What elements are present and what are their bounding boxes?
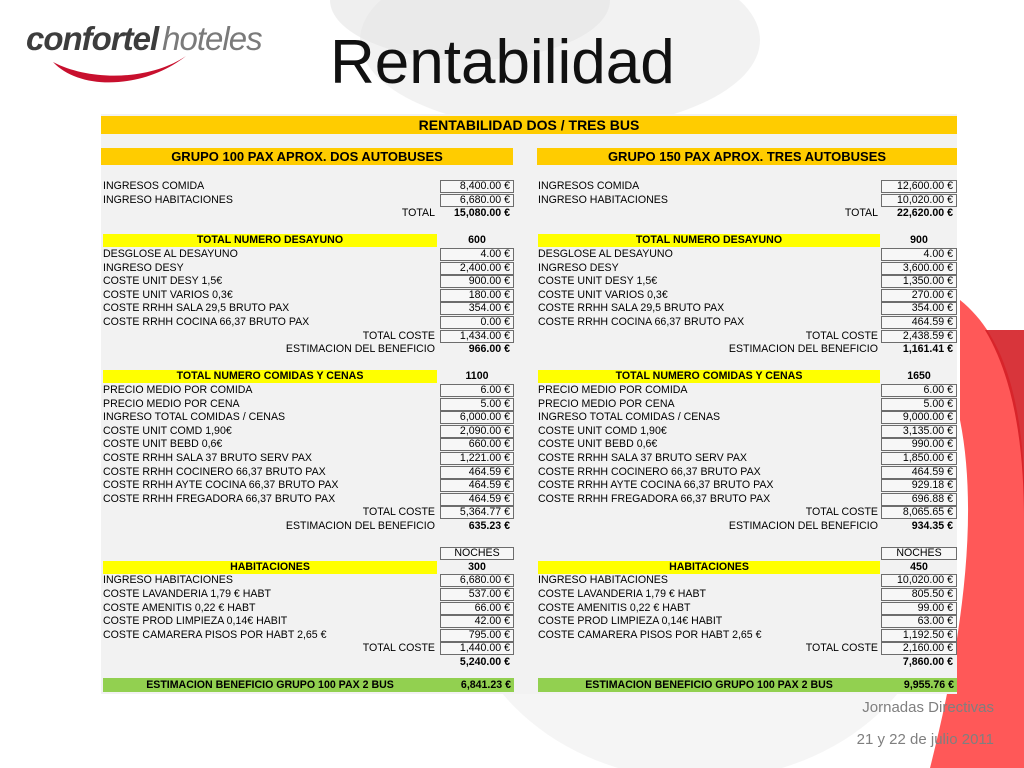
habitaciones-row-value: 66.00 € [440, 602, 514, 615]
comidas-row [538, 411, 957, 424]
comidas-beneficio-value: 934.35 € [911, 520, 953, 532]
ingresos-row-value: 12,600.00 € [881, 180, 957, 193]
total-row-label: TOTAL [401, 207, 435, 220]
habitaciones-row-value: 805.50 € [881, 588, 957, 601]
comidas-row [103, 452, 514, 465]
logo-swoosh-icon [51, 52, 191, 88]
desayuno-row-label: INGRESO DESY [538, 261, 619, 274]
comidas-row-label: PRECIO MEDIO POR COMIDA [538, 384, 688, 396]
ingresos-row-label: INGRESO HABITACIONES [538, 193, 668, 206]
desayuno-row-label: DESGLOSE AL DESAYUNO [103, 248, 238, 260]
right-final-label: ESTIMACION BENEFICIO GRUPO 100 PAX 2 BUS [585, 679, 833, 691]
ingresos-row-value: 10,020.00 € [881, 194, 957, 207]
comidas-row-label: COSTE RRHH COCINERO 66,37 BRUTO PAX [538, 465, 761, 478]
comidas-row-label: COSTE RRHH COCINERO 66,37 BRUTO PAX [103, 465, 326, 478]
comidas-row [538, 438, 957, 451]
desayuno-beneficio-value: 1,161.41 € [902, 343, 953, 356]
desayuno-total-coste-label: TOTAL COSTE [805, 329, 878, 342]
ingresos-row-value: 6,680.00 € [440, 194, 514, 207]
comidas-row [538, 452, 957, 465]
desayuno-row-label: COSTE RRHH SALA 29,5 BRUTO PAX [103, 302, 290, 315]
desayuno-row [538, 275, 957, 288]
habitaciones-row [103, 602, 514, 615]
comidas-row-value: 6.00 € [440, 384, 514, 397]
comidas-row-label: PRECIO MEDIO POR CENA [103, 397, 240, 410]
desayuno-row-label: COSTE UNIT VARIOS 0,3€ [538, 288, 668, 301]
habitaciones-row-label: COSTE AMENITIS 0,22 € HABT [103, 601, 256, 614]
habitaciones-row [103, 588, 514, 601]
noches-row-value: NOCHES [440, 547, 514, 560]
left-final-label: ESTIMACION BENEFICIO GRUPO 100 PAX 2 BUS [146, 679, 394, 691]
habitaciones-row [103, 629, 514, 642]
comidas-row [103, 438, 514, 451]
desayuno-row-value: 464.59 € [881, 316, 957, 329]
habitaciones-row-label: COSTE PROD LIMPIEZA 0,14€ HABIT [538, 615, 723, 628]
comidas-row [103, 425, 514, 438]
desayuno-header-label: TOTAL NUMERO DESAYUNO [103, 234, 437, 247]
habitaciones-row [538, 574, 957, 587]
habitaciones-header-label: HABITACIONES [103, 561, 437, 574]
comidas-row-label: INGRESO TOTAL COMIDAS / CENAS [538, 411, 721, 424]
comidas-total-coste-label: TOTAL COSTE [362, 506, 435, 519]
desayuno-row-label: COSTE RRHH COCINA 66,37 BRUTO PAX [538, 316, 745, 328]
comidas-row-label: PRECIO MEDIO POR COMIDA [103, 384, 253, 396]
habitaciones-row-label: COSTE PROD LIMPIEZA 0,14€ HABIT [103, 615, 288, 628]
habitaciones-header-value: 300 [468, 560, 486, 573]
habitaciones-header [103, 561, 514, 574]
ingresos-row-value: 8,400.00 € [440, 180, 514, 193]
desayuno-header-value: 900 [910, 234, 928, 247]
comidas-row-value: 464.59 € [440, 479, 514, 492]
comidas-total-coste [538, 506, 957, 519]
comidas-row [538, 384, 957, 397]
total-row-value: 15,080.00 € [454, 207, 510, 220]
right-final-value: 9,955.76 € [903, 679, 954, 691]
habitaciones-total-coste-value: 1,440.00 € [440, 642, 514, 655]
brand-logo [26, 22, 276, 92]
comidas-row-value: 6,000.00 € [440, 411, 514, 424]
comidas-row-value: 464.59 € [881, 466, 957, 479]
left-final-value: 6,841.23 € [460, 679, 511, 691]
habitaciones-row-value: 10,020.00 € [881, 574, 957, 587]
habitaciones-net-value: 7,860.00 € [902, 656, 953, 668]
ingresos-row-label: INGRESOS COMIDA [103, 180, 205, 192]
total-row [538, 207, 957, 220]
ingresos-row [538, 194, 957, 207]
habitaciones-row-value: 6,680.00 € [440, 574, 514, 587]
comidas-row [103, 398, 514, 411]
habitaciones-row [538, 602, 957, 615]
desayuno-row-value: 0.00 € [440, 316, 514, 329]
desayuno-row [538, 262, 957, 275]
comidas-row [103, 479, 514, 492]
desayuno-row-label: COSTE UNIT DESY 1,5€ [103, 275, 223, 288]
desayuno-row-label: COSTE RRHH SALA 29,5 BRUTO PAX [538, 302, 725, 315]
habitaciones-row-value: 63.00 € [881, 615, 957, 628]
comidas-row [103, 466, 514, 479]
logo-word-2: hoteles [162, 20, 262, 57]
comidas-row-value: 6.00 € [881, 384, 957, 397]
left-final-estimate [103, 678, 514, 692]
desayuno-row [538, 248, 957, 261]
desayuno-header [538, 234, 957, 247]
desayuno-row [103, 289, 514, 302]
right-final-estimate [538, 678, 957, 692]
habitaciones-row-value: 99.00 € [881, 602, 957, 615]
desayuno-total-coste-label: TOTAL COSTE [362, 329, 435, 342]
desayuno-row-value: 354.00 € [881, 302, 957, 315]
comidas-row-label: PRECIO MEDIO POR CENA [538, 397, 675, 410]
total-row-value: 22,620.00 € [897, 207, 953, 220]
comidas-header-value: 1100 [465, 370, 489, 383]
desayuno-row-value: 4.00 € [881, 248, 957, 261]
comidas-row-value: 9,000.00 € [881, 411, 957, 424]
right-group-header: GRUPO 150 PAX APROX. TRES AUTOBUSES [537, 148, 957, 165]
habitaciones-row-label: COSTE AMENITIS 0,22 € HABT [538, 601, 691, 614]
desayuno-row [103, 262, 514, 275]
footer-date: 21 y 22 de julio 2011 [856, 731, 994, 748]
desayuno-row [538, 289, 957, 302]
comidas-row-label: COSTE RRHH AYTE COCINA 66,37 BRUTO PAX [538, 479, 774, 492]
comidas-row-label: COSTE RRHH SALA 37 BRUTO SERV PAX [103, 452, 312, 464]
habitaciones-row-label: COSTE LAVANDERIA 1,79 € HABT [103, 588, 271, 600]
total-row [103, 207, 514, 220]
comidas-row [538, 493, 957, 506]
habitaciones-total-coste-label: TOTAL COSTE [362, 642, 435, 655]
desayuno-row [103, 302, 514, 315]
desayuno-total-coste [103, 330, 514, 343]
habitaciones-total-coste [538, 642, 957, 655]
habitaciones-row-label: INGRESO HABITACIONES [103, 574, 233, 587]
desayuno-total-coste [538, 330, 957, 343]
desayuno-beneficio-value: 966.00 € [468, 343, 510, 356]
comidas-beneficio-label: ESTIMACION DEL BENEFICIO [728, 520, 878, 532]
comidas-row-label: INGRESO TOTAL COMIDAS / CENAS [103, 411, 286, 424]
comidas-row [538, 479, 957, 492]
left-group-header: GRUPO 100 PAX APROX. DOS AUTOBUSES [101, 148, 513, 165]
comidas-row-label: COSTE UNIT COMD 1,90€ [103, 424, 232, 437]
comidas-row-value: 929.18 € [881, 479, 957, 492]
comidas-row-value: 464.59 € [440, 466, 514, 479]
desayuno-row-value: 3,600.00 € [881, 262, 957, 275]
habitaciones-row-value: 42.00 € [440, 615, 514, 628]
habitaciones-total-coste [103, 642, 514, 655]
desayuno-beneficio-label: ESTIMACION DEL BENEFICIO [728, 343, 878, 356]
desayuno-row-value: 2,400.00 € [440, 262, 514, 275]
habitaciones-row [538, 629, 957, 642]
habitaciones-row [103, 574, 514, 587]
habitaciones-net-value: 5,240.00 € [459, 656, 510, 668]
habitaciones-header-value: 450 [910, 560, 928, 573]
habitaciones-row-value: 795.00 € [440, 629, 514, 642]
comidas-total-coste-value: 8,065.65 € [881, 506, 957, 519]
habitaciones-header [538, 561, 957, 574]
desayuno-row-value: 900.00 € [440, 275, 514, 288]
comidas-header-label: TOTAL NUMERO COMIDAS Y CENAS [103, 370, 437, 383]
desayuno-row-label: INGRESO DESY [103, 261, 184, 274]
comidas-row-value: 696.88 € [881, 493, 957, 506]
main-header: RENTABILIDAD DOS / TRES BUS [101, 116, 957, 134]
slide-title: Rentabilidad [330, 28, 675, 97]
desayuno-row-label: DESGLOSE AL DESAYUNO [538, 248, 673, 260]
desayuno-row [538, 302, 957, 315]
comidas-total-coste-label: TOTAL COSTE [805, 506, 878, 519]
habitaciones-net [538, 656, 957, 669]
comidas-row [538, 398, 957, 411]
comidas-row [103, 384, 514, 397]
habitaciones-header-label: HABITACIONES [538, 561, 880, 574]
desayuno-row-value: 354.00 € [440, 302, 514, 315]
comidas-beneficio-label: ESTIMACION DEL BENEFICIO [285, 520, 435, 532]
logo-word-1: confortel [26, 20, 159, 57]
comidas-row-value: 1,221.00 € [440, 452, 514, 465]
desayuno-row [103, 275, 514, 288]
comidas-total-coste [103, 506, 514, 519]
comidas-row-value: 3,135.00 € [881, 425, 957, 438]
desayuno-total-coste-value: 1,434.00 € [440, 330, 514, 343]
comidas-row-label: COSTE RRHH AYTE COCINA 66,37 BRUTO PAX [103, 479, 339, 492]
comidas-row-value: 464.59 € [440, 493, 514, 506]
habitaciones-row [538, 588, 957, 601]
comidas-row-label: COSTE UNIT BEBD 0,6€ [103, 438, 223, 451]
desayuno-row-label: COSTE UNIT VARIOS 0,3€ [103, 288, 233, 301]
comidas-row-label: COSTE RRHH FREGADORA 66,37 BRUTO PAX [103, 492, 336, 505]
comidas-row [103, 493, 514, 506]
comidas-row-value: 990.00 € [881, 438, 957, 451]
footer-event: Jornadas Directivas [862, 699, 994, 716]
habitaciones-row-value: 1,192.50 € [881, 629, 957, 642]
ingresos-row-label: INGRESOS COMIDA [538, 180, 640, 192]
comidas-row-label: COSTE RRHH FREGADORA 66,37 BRUTO PAX [538, 492, 771, 505]
desayuno-row-label: COSTE RRHH COCINA 66,37 BRUTO PAX [103, 316, 310, 328]
comidas-beneficio [103, 520, 514, 533]
noches-row [103, 547, 514, 560]
comidas-row-value: 5.00 € [881, 398, 957, 411]
habitaciones-row-value: 537.00 € [440, 588, 514, 601]
comidas-row-value: 5.00 € [440, 398, 514, 411]
habitaciones-total-coste-label: TOTAL COSTE [805, 642, 878, 655]
comidas-row-label: COSTE UNIT BEBD 0,6€ [538, 438, 658, 451]
comidas-row-label: COSTE UNIT COMD 1,90€ [538, 424, 667, 437]
comidas-row-label: COSTE RRHH SALA 37 BRUTO SERV PAX [538, 452, 747, 464]
comidas-row [538, 425, 957, 438]
ingresos-row [103, 194, 514, 207]
habitaciones-row [538, 615, 957, 628]
comidas-row-value: 660.00 € [440, 438, 514, 451]
habitaciones-row-label: INGRESO HABITACIONES [538, 574, 668, 587]
desayuno-row-value: 1,350.00 € [881, 275, 957, 288]
habitaciones-row-label: COSTE CAMARERA PISOS POR HABT 2,65 € [103, 628, 327, 641]
desayuno-row-value: 270.00 € [881, 289, 957, 302]
noches-row-value: NOCHES [881, 547, 957, 560]
habitaciones-row-label: COSTE CAMARERA PISOS POR HABT 2,65 € [538, 628, 762, 641]
desayuno-row-value: 4.00 € [440, 248, 514, 261]
desayuno-beneficio-label: ESTIMACION DEL BENEFICIO [285, 343, 435, 356]
desayuno-total-coste-value: 2,438.59 € [881, 330, 957, 343]
comidas-beneficio-value: 635.23 € [468, 520, 510, 532]
comidas-row-value: 2,090.00 € [440, 425, 514, 438]
desayuno-beneficio [103, 343, 514, 356]
comidas-row-value: 1,850.00 € [881, 452, 957, 465]
comidas-header [103, 370, 514, 383]
ingresos-row [538, 180, 957, 193]
desayuno-header-value: 600 [468, 234, 486, 247]
comidas-total-coste-value: 5,364.77 € [440, 506, 514, 519]
total-row-label: TOTAL [844, 207, 878, 220]
desayuno-row-label: COSTE UNIT DESY 1,5€ [538, 275, 658, 288]
desayuno-row-value: 180.00 € [440, 289, 514, 302]
desayuno-header [103, 234, 514, 247]
comidas-header [538, 370, 957, 383]
comidas-row [538, 466, 957, 479]
ingresos-row [103, 180, 514, 193]
comidas-header-value: 1650 [907, 370, 931, 383]
desayuno-header-label: TOTAL NUMERO DESAYUNO [538, 234, 880, 247]
habitaciones-row-label: COSTE LAVANDERIA 1,79 € HABT [538, 588, 706, 600]
desayuno-row [103, 316, 514, 329]
desayuno-beneficio [538, 343, 957, 356]
ingresos-row-label: INGRESO HABITACIONES [103, 193, 233, 206]
desayuno-row [103, 248, 514, 261]
habitaciones-total-coste-value: 2,160.00 € [881, 642, 957, 655]
habitaciones-row [103, 615, 514, 628]
comidas-row [103, 411, 514, 424]
habitaciones-net [103, 656, 514, 669]
comidas-header-label: TOTAL NUMERO COMIDAS Y CENAS [538, 370, 880, 383]
noches-row [538, 547, 957, 560]
desayuno-row [538, 316, 957, 329]
comidas-beneficio [538, 520, 957, 533]
